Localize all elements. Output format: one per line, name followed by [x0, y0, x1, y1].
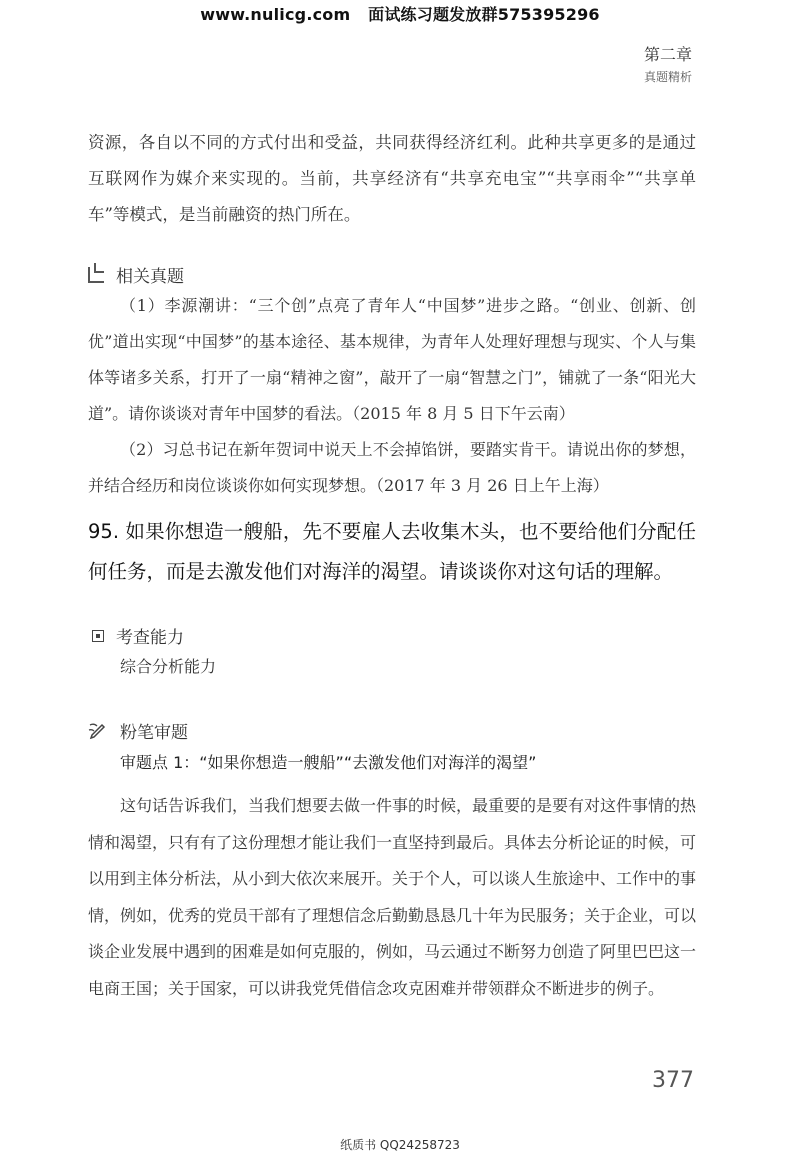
related-section-heading: [88, 262, 184, 287]
question-95: 95. 如果你想造一艘船，先不要雇人去收集木头，也不要给他们分配任何任务，而是去激发他们对海洋的渴望。请谈谈你对这句话的理解。: [88, 520, 696, 583]
ability-icon: [92, 630, 104, 642]
footer-text: 纸质书 QQ24258723: [340, 1138, 460, 1152]
top-banner: [0, 2, 800, 25]
running-head-subtitle: 真题精析: [643, 70, 692, 84]
banner-group: 面试练习题发放群575395296: [368, 5, 600, 24]
list-item: （1）李源潮讲：“三个创”点亮了青年人“中国梦”进步之路。“创业、创新、创优”道出实现“中国梦”的基本途径、基本规律，为青年人处理好理想与现实、个人与集体等诸多关系，打开了一扇“精神之窗”，敲开了一扇“智慧之门”，铺就了一条“阳光大道”。请你谈谈对青年中国梦的看法。（2015 年 8 月 5 日下午云南）: [88, 296, 696, 423]
review-heading-label: 粉笔审题: [120, 723, 188, 743]
related-icon: [88, 267, 104, 283]
list-item: （2）习总书记在新年贺词中说天上不会掉馅饼，要踏实肯干。请说出你的梦想，并结合经历和岗位谈谈你如何实现梦想。（2017 年 3 月 26 日上午上海）: [88, 440, 696, 495]
banner-site: www.nulicg.com: [200, 5, 351, 24]
review-body-paragraph: 这句话告诉我们，当我们想要去做一件事的时候，最重要的是要有对这件事情的热情和渴望，只有有了这份理想才能让我们一直坚持到最后。具体去分析论证的时候，可以用到主体分析法，从小到大依次来展开。关于个人，可以谈人生旅途中、工作中的事情，例如，优秀的党员干部有了理想信念后勤勤恳恳几十年为民服务；关于企业，可以谈企业发展中遇到的困难是如何克服的，例如，马云通过不断努力创造了阿里巴巴这一电商王国；关于国家，可以讲我党凭借信念攻克困难并带领群众不断进步的例子。: [88, 796, 697, 998]
page-number: 377: [652, 1068, 694, 1093]
running-head-chapter: 第二章: [643, 45, 692, 64]
ability-content: 综合分析能力: [120, 657, 217, 676]
related-heading-label: 相关真题: [116, 267, 184, 287]
review-point: 审题点 1：“如果你想造一艘船”“去激发他们对海洋的渴望”: [120, 753, 537, 772]
review-section-heading: [88, 718, 188, 743]
related-question-list: [88, 288, 696, 504]
intro-paragraph: 资源，各自以不同的方式付出和受益，共同获得经济红利。此种共享更多的是通过互联网作为媒介来实现的。当前，共享经济有“共享充电宝”“共享雨伞”“共享单车”等模式，是当前融资的热门所在。: [88, 133, 696, 224]
ability-heading-label: 考查能力: [116, 628, 184, 648]
pen-icon: [88, 721, 108, 741]
ability-section-heading: [92, 623, 184, 648]
